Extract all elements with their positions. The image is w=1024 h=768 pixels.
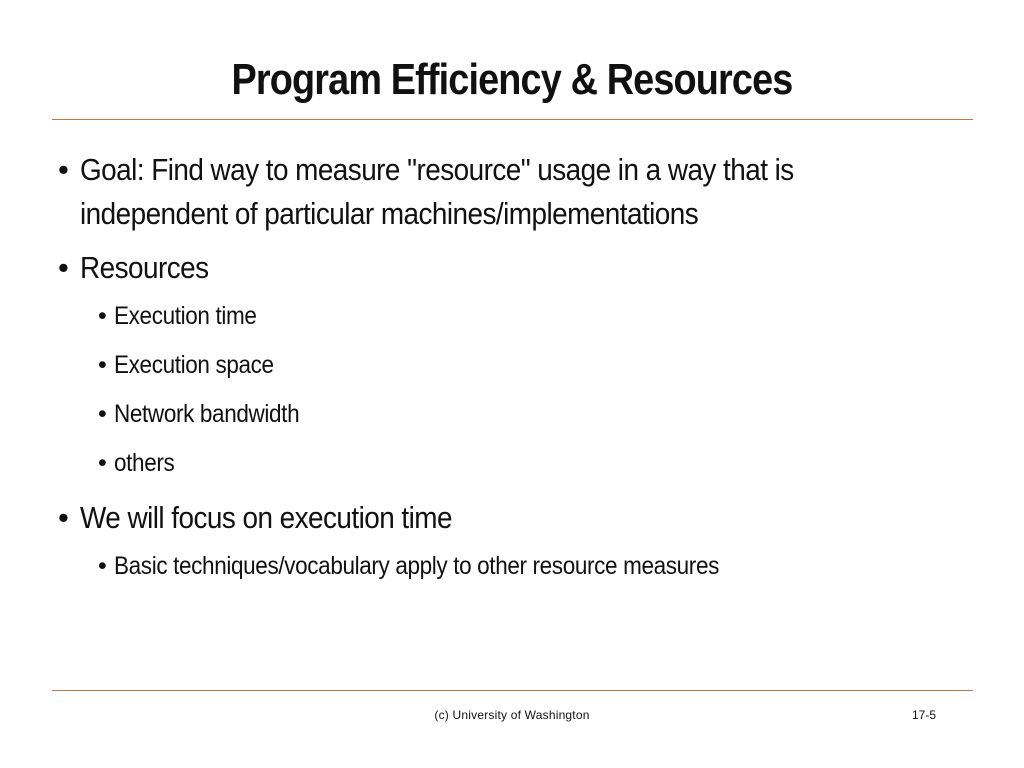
bullet-goal [58, 148, 988, 236]
slide-number: 17-5 [911, 708, 936, 722]
slide-body [58, 148, 988, 599]
footer-divider [52, 690, 973, 691]
sub-bullet-dot: • [98, 302, 107, 330]
sub-bullet-text: others [114, 449, 175, 477]
footer-copyright: (c) University of Washington [434, 708, 590, 722]
sub-bullet-text: Execution space [114, 351, 274, 379]
title-divider [52, 119, 973, 120]
bullet-dot: • [58, 500, 69, 535]
sub-bullet-execution-space [98, 349, 988, 382]
sub-bullet-dot: • [98, 400, 107, 428]
sub-bullet-dot: • [98, 449, 107, 477]
sub-bullet-dot: • [98, 351, 107, 379]
sub-bullet-basic-techniques [98, 550, 988, 583]
slide-title: Program Efficiency & Resources [231, 55, 793, 104]
bullet-focus [58, 496, 988, 540]
bullet-dot: • [58, 152, 69, 187]
bullet-resources-text: Resources [80, 250, 209, 285]
sub-bullet-execution-time [98, 300, 988, 333]
sub-bullet-network-bandwidth [98, 398, 988, 431]
sub-bullet-text: Network bandwidth [114, 400, 300, 428]
sub-bullet-dot: • [98, 552, 107, 580]
bullet-dot: • [58, 250, 69, 285]
resources-sub-list [58, 300, 988, 480]
bullet-focus-text: We will focus on execution time [80, 500, 452, 535]
bullet-resources [58, 246, 988, 290]
sub-bullet-others [98, 447, 988, 480]
bullet-goal-line2: independent of particular machines/implementations [80, 196, 699, 231]
sub-bullet-text: Basic techniques/vocabulary apply to other resource measures [114, 552, 719, 580]
sub-bullet-text: Execution time [114, 302, 257, 330]
focus-sub-list [58, 550, 988, 583]
bullet-goal-line1: Goal: Find way to measure "resource" usage in a way that is [80, 152, 794, 187]
